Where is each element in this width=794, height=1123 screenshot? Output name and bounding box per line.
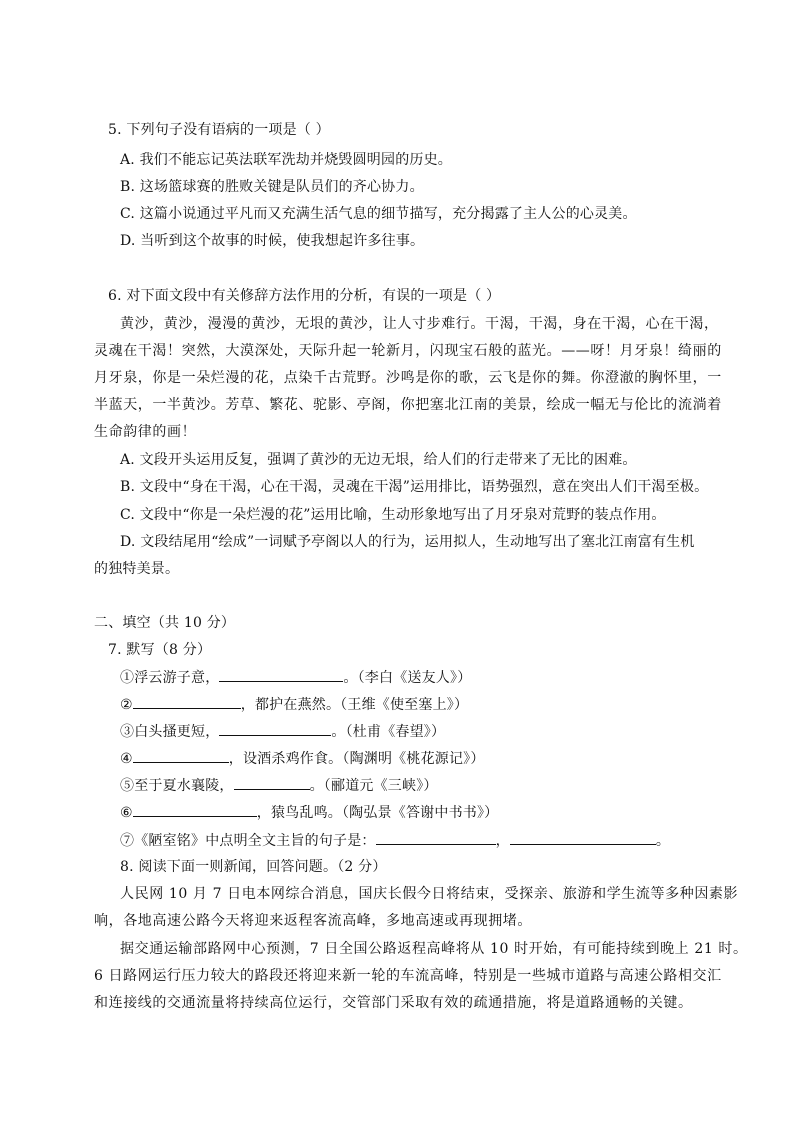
q6-passage-line: 灵魂在干渴！突然，大漠深处，天际升起一轮新月，闪现宝石般的蓝光。——呀！月牙泉！绮丽的 (94, 343, 722, 359)
q5-option-c: C. 这篇小说通过平凡而又充满生活气息的细节描写，充分揭露了主人公的心灵美。 (120, 206, 637, 222)
section-title: 二、填空（共 10 分） (94, 615, 236, 631)
q6-passage-line: 生命韵律的画！ (94, 424, 197, 440)
item-text-mid: ， (495, 833, 510, 849)
item-text-before: ⑤至于夏水襄陵， (120, 778, 234, 794)
item-text-after: ，都护在燕然。（王维《使至塞上》） (240, 697, 469, 713)
item-text-before: ⑥ (120, 805, 133, 821)
q6-option-b: B. 文段中“身在干渴，心在干渴，灵魂在干渴”运用排比，语势强烈，意在突出人们干渴至极。 (120, 479, 709, 495)
q8-title: 8. 阅读下面一则新闻，回答问题。（2 分） (120, 859, 387, 875)
q5-stem: 5. 下列句子没有语病的一项是（ ） (108, 122, 330, 138)
answer-blank[interactable] (376, 831, 496, 845)
answer-blank[interactable] (133, 803, 257, 817)
q7-item-5 (120, 776, 438, 795)
q7-item-6 (120, 803, 498, 822)
item-text-after: 。（杜甫《春望》） (331, 724, 446, 740)
q6-option-c: C. 文段中“你是一朵烂漫的花”运用比喻，生动形象地写出了月牙泉对荒野的装点作用。 (120, 507, 666, 523)
q5-option-b: B. 这场篮球赛的胜败关键是队员们的齐心协力。 (120, 179, 424, 195)
answer-blank[interactable] (219, 668, 343, 682)
item-text-before: ④ (120, 751, 133, 767)
answer-blank[interactable] (510, 831, 656, 845)
news-paragraph-line: 人民网 10 月 7 日电本网综合消息，国庆长假今日将结束，受探亲、旅游和学生流等多种因素影 (120, 886, 739, 902)
item-text-before: ③白头搔更短， (120, 724, 220, 740)
q7-item-3 (120, 722, 445, 741)
q6-passage-line: 黄沙，黄沙，漫漫的黄沙，无垠的黄沙，让人寸步难行。干渴，干渴，身在干渴，心在干渴， (120, 316, 719, 332)
news-paragraph-line: 响，各地高速公路今天将迎来返程客流高峰，多地高速或再现拥堵。 (94, 913, 532, 929)
q7-item-4 (120, 749, 485, 768)
item-text-before: ⑦《陋室铭》中点明全文主旨的句子是： (120, 833, 376, 849)
answer-blank[interactable] (219, 722, 331, 736)
item-text-before: ② (120, 697, 133, 713)
item-text-after: 。（李白《送友人》） (343, 670, 472, 686)
q6-option-a: A. 文段开头运用反复，强调了黄沙的无边无垠，给人们的行走带来了无比的困难。 (120, 452, 637, 468)
q6-passage-line: 半蓝天，一半黄沙。芳草、繁花、驼影、亭阁，你把塞北江南的美景，绘成一幅无与伦比的流淌着 (94, 397, 722, 413)
q7-item-2 (120, 695, 468, 714)
item-text-after: 。 (655, 833, 671, 849)
q6-option-d-cont: 的独特美景。 (94, 561, 180, 577)
item-text-after: 。（郦道元《三峡》） (309, 778, 438, 794)
q7-item-1 (120, 668, 471, 687)
answer-blank[interactable] (133, 695, 241, 709)
q6-stem: 6. 对下面文段中有关修辞方法作用的分析，有误的一项是（ ） (108, 288, 501, 304)
news-paragraph-line: 据交通运输部路网中心预测，7 日全国公路返程高峰将从 10 时开始，有可能持续到晚上 21 时。 (120, 941, 748, 957)
q7-title: 7. 默写（8 分） (108, 642, 212, 658)
news-paragraph-line: 和连接线的交通流量将持续高位运行，交管部门采取有效的疏通措施，将是道路通畅的关键。 (94, 995, 693, 1011)
item-text-before: ①浮云游子意， (120, 670, 220, 686)
item-text-after: ，设酒杀鸡作食。（陶渊明《桃花源记》） (228, 751, 485, 767)
q5-option-d: D. 当听到这个故事的时候，使我想起许多往事。 (120, 233, 425, 249)
answer-blank[interactable] (133, 749, 229, 763)
news-paragraph-line: 6 日路网运行压力较大的路段还将迎来新一轮的车流高峰，特别是一些城市道路与高速公路相交汇 (94, 968, 722, 984)
answer-blank[interactable] (234, 776, 310, 790)
q7-item-7 (120, 831, 670, 850)
q5-option-a: A. 我们不能忘记英法联军洗劫并烧毁圆明园的历史。 (120, 152, 453, 168)
q6-option-d: D. 文段结尾用“绘成”一词赋予亭阁以人的行为，运用拟人，生动地写出了塞北江南富有生机 (120, 534, 695, 550)
item-text-after: ，猿鸟乱鸣。（陶弘景《答谢中书书》） (256, 805, 499, 821)
q6-passage-line: 月牙泉，你是一朵烂漫的花，点染千古荒野。沙鸣是你的歌，云飞是你的舞。你澄澈的胸怀里，一 (94, 370, 722, 386)
